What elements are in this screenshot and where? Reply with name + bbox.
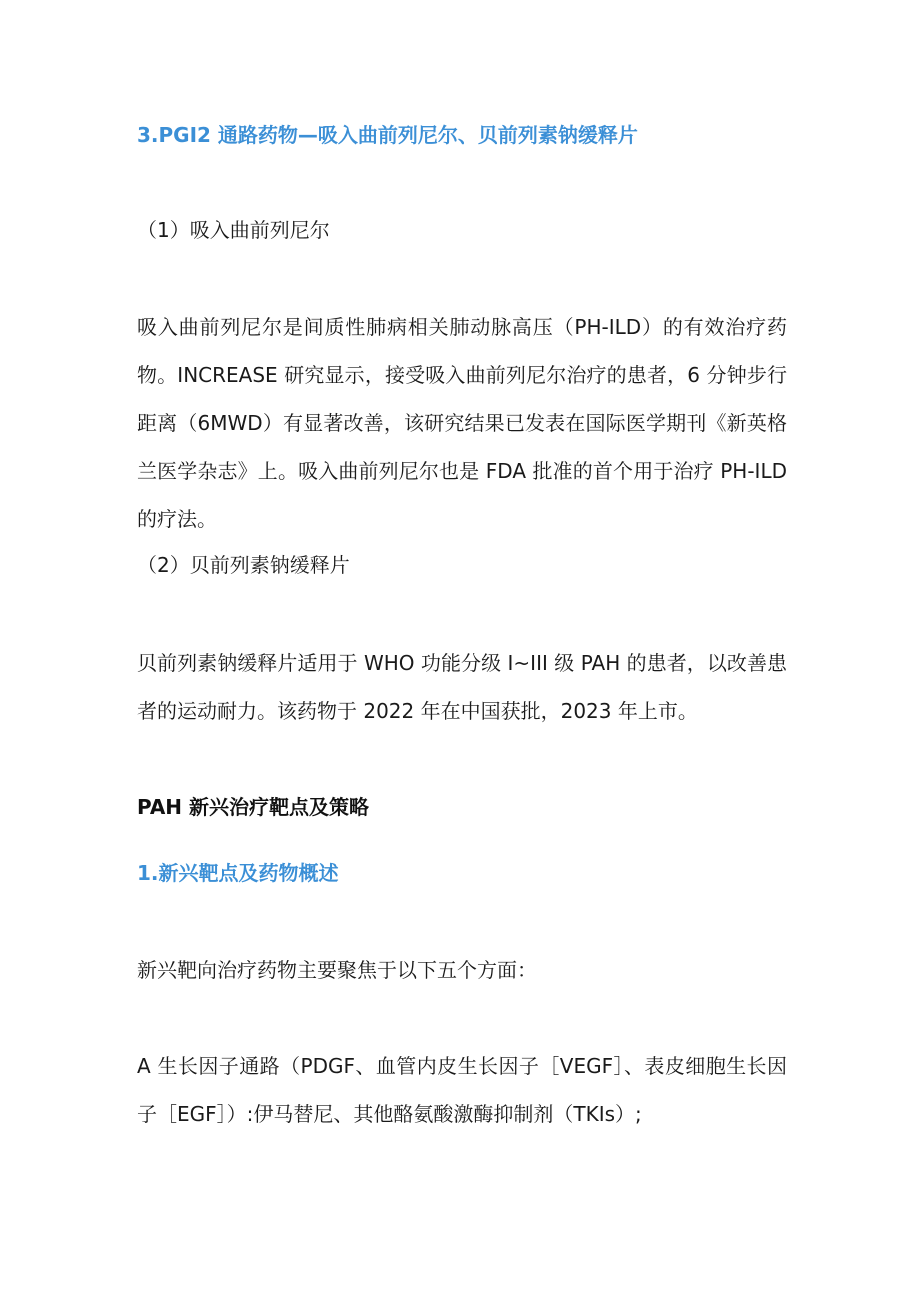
subsection-1-paragraph: 吸入曲前列尼尔是间质性肺病相关肺动脉高压（PH-ILD）的有效治疗药物。INCREASE 研究显示，接受吸入曲前列尼尔治疗的患者，6 分钟步行距离（6MWD）有显著改善，该研究结果已发表在国际医学期刊《新英格兰医学杂志》上。吸入曲前列尼尔也是 FDA 批准的首个用于治疗 PH-ILD 的疗法。 bbox=[137, 315, 787, 531]
item-a-paragraph: A 生长因子通路（PDGF、血管内皮生长因子［VEGF］、表皮细胞生长因子［EGF］）:伊马替尼、其他酪氨酸激酶抑制剂（TKIs）; bbox=[137, 1054, 787, 1126]
subsection-2-paragraph: 贝前列素钠缓释片适用于 WHO 功能分级 I~III 级 PAH 的患者，以改善患者的运动耐力。该药物于 2022 年在中国获批，2023 年上市。 bbox=[137, 651, 787, 723]
section-1-heading: 1.新兴靶点及药物概述 bbox=[137, 861, 339, 885]
intro-paragraph: 新兴靶向治疗药物主要聚焦于以下五个方面： bbox=[137, 958, 537, 982]
subsection-1-heading: （1）吸入曲前列尼尔 bbox=[137, 218, 330, 242]
section-3-heading: 3.PGI2 通路药物—吸入曲前列尼尔、贝前列素钠缓释片 bbox=[137, 123, 638, 147]
subsection-2-heading: （2）贝前列素钠缓释片 bbox=[137, 553, 350, 577]
main-heading: PAH 新兴治疗靶点及策略 bbox=[137, 795, 370, 819]
